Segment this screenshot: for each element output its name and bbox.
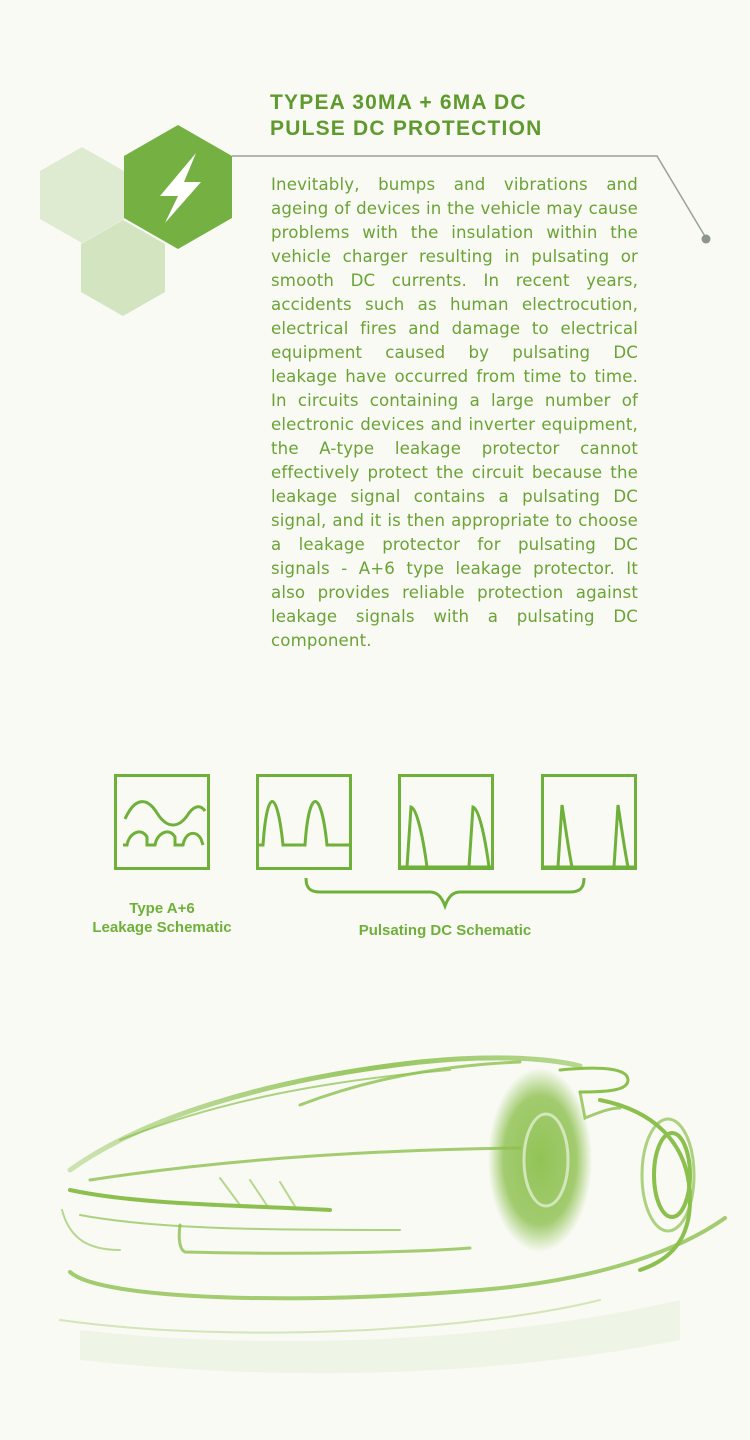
description-paragraph: Inevitably, bumps and vibrations and ageing of devices in the vehicle may cause problems with the insulation within the vehicle charger resulting in pulsating or smooth DC currents. In recent years, accidents such as human electrocution, electrical fires and damage to electrical equipment caused by pulsating DC leakage have occurred from time to time. In circuits containing a large number of electronic devices and inverter equipment, the A-type leakage protector cannot effectively protect the circuit because the leakage signal contains a pulsating DC signal, and it is then appropriate to choose a leakage protector for pulsating DC signals - A+6 type leakage protector. It also provides reliable protection against leakage signals with a pulsating DC component. xyxy=(271,175,638,650)
typea-caption xyxy=(82,899,242,937)
page-title xyxy=(270,90,690,142)
spike-pulse-schematic xyxy=(541,774,637,870)
sharp-pulse-icon xyxy=(401,777,491,867)
pulsating-caption: Pulsating DC Schematic xyxy=(358,922,532,939)
sports-car-illustration xyxy=(0,1000,750,1420)
front-wheel xyxy=(488,1068,592,1252)
pulsating-bracket xyxy=(300,876,590,916)
typea-caption-line-2: Leakage Schematic xyxy=(92,919,232,936)
title-line-1: TYPEA 30MA + 6MA DC xyxy=(270,91,527,114)
spike-pulse-icon xyxy=(544,777,634,867)
connector-dot xyxy=(702,235,711,244)
sharp-pulse-schematic xyxy=(398,774,494,870)
title-line-2: PULSE DC PROTECTION xyxy=(270,117,543,140)
half-wave-pulse-icon xyxy=(259,777,349,867)
sine-wave-schematic xyxy=(114,774,210,870)
half-wave-schematic xyxy=(256,774,352,870)
sine-wave-icon xyxy=(117,777,207,867)
typea-caption-line-1: Type A+6 xyxy=(129,900,195,917)
